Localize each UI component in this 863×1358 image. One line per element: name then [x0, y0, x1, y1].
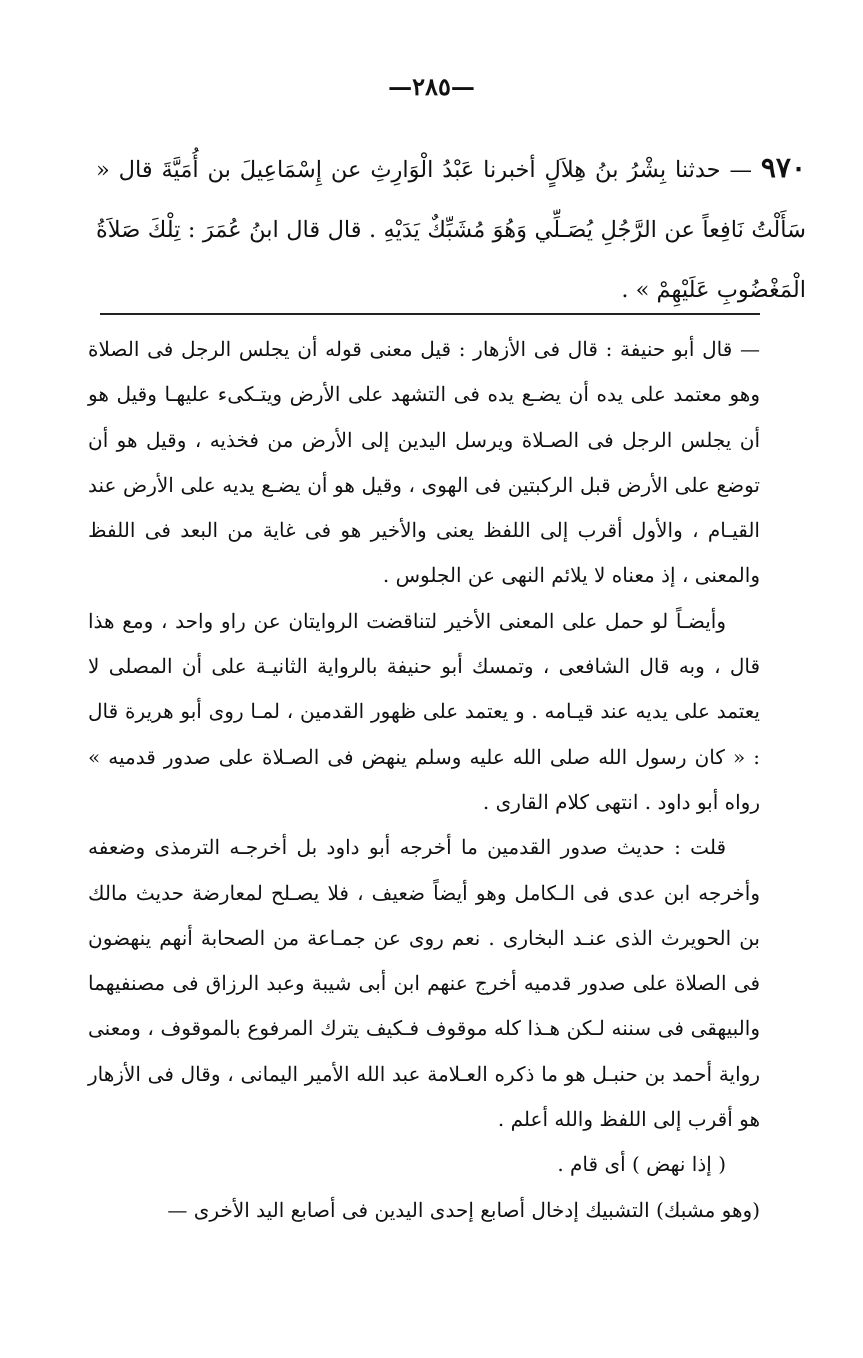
hadith-number: ٩٧٠	[760, 151, 806, 184]
commentary-paragraph: — قال أبو حنيفة : قال فى الأزهار : قيل معنى قوله أن يجلس الرجل فى الصلاة وهو معتمد على يده أن يضـع يده فى التشهد على الأرض ويتـكىء عليهـا وقيل هو أن يجلس الرجل فى الصـلاة ويرسل اليدين إلى الأرض من فخذيه ، وقيل هو أن توضع على الأرض قبل الركبتين فى الهوى ، وقيل هو أن يضـع يديه على الأرض عند القيـام ، والأول أقرب إلى اللفظ يعنى والأخير هو فى غاية من البعد فى اللفظ والمعنى ، إذ معناه لا يلائم النهى عن الجلوس .	[88, 337, 761, 588]
commentary-paragraph: ( إذا نهض ) أى قام .	[557, 1152, 726, 1177]
commentary-paragraph: (وهو مشبك) التشبيك إدخال أصابع إحدى اليدين فى أصابع اليد الأخرى —	[167, 1197, 760, 1222]
commentary-paragraph: قلت : حديث صدور القدمين ما أخرجه أبو داود بل أخرجـه الترمذى وضعفه وأخرجه ابن عدى فى الـكامل وهو أيضاً ضعيف ، فلا يصـلح لمعارضة حديث مالك بن الحويرث الذى عنـد البخارى . نعم روى عن جمـاعة من الصحابة أنهم ينهضون فى الصلاة على صدور قدميه أخرج عنهم ابن أبى شيبة وعبد الرزاق فى مصنفيهما والبيهقى فى سننه لـكن هـذا كله موقوف فـكيف يترك المرفوع بالموقوف ، ومعنى رواية أحمد بن حنبـل هو ما ذكره العـلامة عبد الله الأمير اليمانى ، وقال فى الأزهار هو أقرب إلى اللفظ والله أعلم .	[88, 835, 760, 1132]
hadith-block	[96, 138, 806, 320]
hadith-text: — حدثنا بِشْرُ بنُ هِلاَلٍ أخبرنا عَبْدُ الْوَارِثِ عن إِسْمَاعِيلَ بن أُمَيَّةَ قال « سَأَلْتُ نَافِعاً عن الرَّجُلِ يُصَـلِّي وَهُوَ مُشَبِّكٌ يَدَيْهِ . قال قال ابنُ عُمَرَ : تِلْكَ صَلاَةُ الْمَغْضُوبِ عَلَيْهِمْ » .	[96, 157, 806, 303]
footnote-divider	[100, 313, 760, 315]
commentary-block	[88, 327, 760, 1233]
commentary-paragraph: وأيضـاً لو حمل على المعنى الأخير لتناقضت الروايتان عن راو واحد ، ومع هذا قال ، وبه قال الشافعى ، وتمسك أبو حنيفة بالرواية الثانيـة على أن المصلى لا يعتمد على يديه عند قيـامه . و يعتمد على ظهور القدمين ، لمـا روى أبو هريرة قال : « كان رسول الله صلى الله عليه وسلم ينهض فى الصـلاة على صدور قدميه » رواه أبو داود . انتهى كلام القارى .	[88, 608, 760, 814]
page-number: —٢٨٥—	[388, 72, 475, 101]
